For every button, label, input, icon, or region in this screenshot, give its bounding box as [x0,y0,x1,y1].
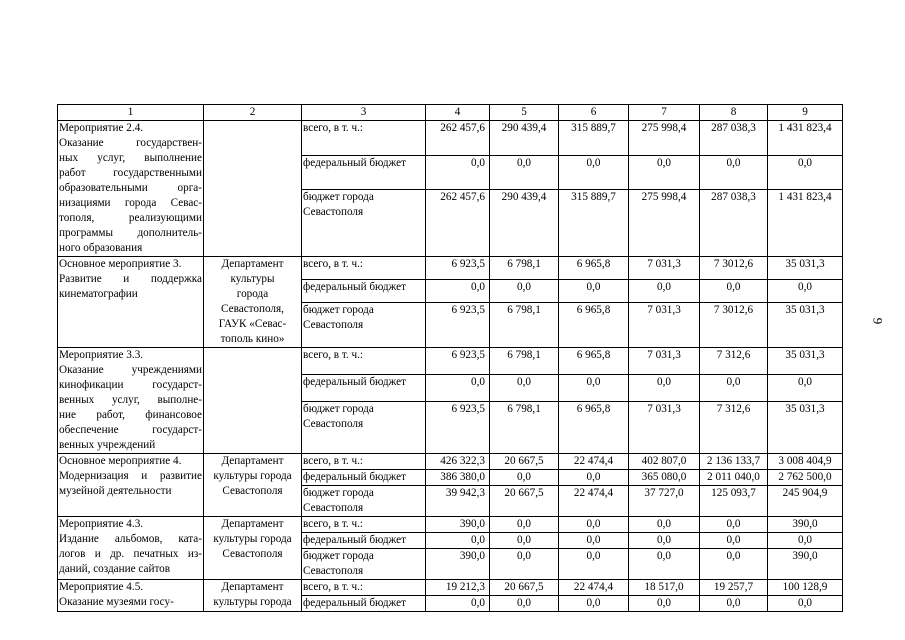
amount-cell: 0,0 [629,596,700,612]
responsible-line: тополь кино» [220,333,285,345]
amount-cell: 287 038,3 [700,190,768,257]
amount-cell: 245 904,9 [768,486,843,517]
activity-title-line: кинематографии [59,288,138,300]
amount-cell: 7 312,6 [700,401,768,453]
responsible-line: Департамент [221,258,284,270]
amount-cell: 2 011 040,0 [700,470,768,486]
amount-cell: 0,0 [768,155,843,190]
amount-cell: 275 998,4 [629,190,700,257]
table-row [58,257,843,280]
table-body [58,105,843,612]
amount-cell: 0,0 [700,549,768,580]
activity-title-line: Мероприятие 2.4. [59,122,144,134]
amount-cell: 3 008 404,9 [768,454,843,470]
activity-title [58,580,204,612]
amount-cell: 0,0 [559,470,629,486]
amount-cell: 0,0 [490,517,559,533]
table-row [58,580,843,596]
amount-cell: 426 322,3 [426,454,490,470]
amount-cell: 0,0 [629,517,700,533]
amount-cell: 0,0 [700,280,768,303]
amount-cell: 37 727,0 [629,486,700,517]
amount-cell: 6 798,1 [490,303,559,348]
amount-cell: 0,0 [426,280,490,303]
activity-title-line: программы дополнитель- [59,227,202,239]
responsible-executor [204,121,302,257]
funding-source: всего, в т. ч.: [302,580,426,596]
activity-title-line: венных учреждений [59,439,156,451]
amount-cell: 0,0 [700,374,768,401]
amount-cell: 262 457,6 [426,190,490,257]
amount-cell: 0,0 [559,596,629,612]
activity-title-line: венных услуг, выполне- [59,394,202,406]
activity-title-line: Оказание учреждениями [59,364,202,376]
responsible-executor [204,454,302,517]
responsible-executor [204,580,302,612]
amount-cell: 0,0 [490,533,559,549]
amount-cell: 2 136 133,7 [700,454,768,470]
column-header: 4 [426,105,490,121]
amount-cell: 0,0 [559,374,629,401]
activity-title [58,454,204,517]
table-row [58,454,843,470]
funding-source: всего, в т. ч.: [302,454,426,470]
activity-title-line: тополя, реализующими [59,212,202,224]
amount-cell: 0,0 [629,155,700,190]
amount-cell: 275 998,4 [629,121,700,156]
amount-cell: 390,0 [768,549,843,580]
responsible-line: культуры города [213,470,292,482]
amount-cell: 100 128,9 [768,580,843,596]
amount-cell: 125 093,7 [700,486,768,517]
responsible-line: культуры города [213,533,292,545]
amount-cell: 1 431 823,4 [768,121,843,156]
funding-source: бюджет города Севастополя [302,303,426,348]
amount-cell: 6 923,5 [426,348,490,375]
column-header: 9 [768,105,843,121]
activity-title-line: Основное мероприятие 4. [59,455,182,467]
activity-title-line: ного образования [59,242,143,254]
responsible-line: Департамент [221,518,284,530]
activity-title-line: логов и др. печатных из- [59,548,202,560]
amount-cell: 7 3012,6 [700,257,768,280]
activity-title-line: кинофикации государст- [59,379,202,391]
responsible-line: Севастополя, [221,303,284,315]
page-number: 9 [870,317,886,325]
activity-title-line: Развитие и поддержка [59,273,202,285]
responsible-executor [204,257,302,348]
amount-cell: 287 038,3 [700,121,768,156]
amount-cell: 6 923,5 [426,257,490,280]
amount-cell: 20 667,5 [490,454,559,470]
amount-cell: 290 439,4 [490,121,559,156]
amount-cell: 386 380,0 [426,470,490,486]
amount-cell: 7 031,3 [629,401,700,453]
funding-source: федеральный бюджет [302,533,426,549]
amount-cell: 0,0 [629,549,700,580]
activity-title [58,517,204,580]
amount-cell: 0,0 [700,155,768,190]
activity-title-line: низациями города Севас- [59,197,202,209]
amount-cell: 6 965,8 [559,401,629,453]
responsible-executor [204,517,302,580]
amount-cell: 0,0 [426,596,490,612]
column-header: 1 [58,105,204,121]
amount-cell: 390,0 [768,517,843,533]
activity-title-line: обеспечение государст- [59,424,202,436]
activity-title-line: Оказание государствен- [59,137,202,149]
amount-cell: 7 031,3 [629,303,700,348]
header-row [58,105,843,121]
amount-cell: 0,0 [490,549,559,580]
amount-cell: 0,0 [700,596,768,612]
amount-cell: 0,0 [768,596,843,612]
responsible-line: ГАУК «Севас- [218,318,287,330]
funding-source: всего, в т. ч.: [302,348,426,375]
amount-cell: 0,0 [768,374,843,401]
responsible-line: культуры [230,273,275,285]
funding-source: федеральный бюджет [302,374,426,401]
column-header: 2 [204,105,302,121]
amount-cell: 0,0 [426,374,490,401]
amount-cell: 315 889,7 [559,121,629,156]
activity-title-line: Мероприятие 4.5. [59,581,144,593]
table-row [58,121,843,156]
amount-cell: 20 667,5 [490,580,559,596]
funding-source: федеральный бюджет [302,470,426,486]
amount-cell: 6 965,8 [559,348,629,375]
amount-cell: 390,0 [426,517,490,533]
column-header: 3 [302,105,426,121]
activity-title-line: Мероприятие 4.3. [59,518,144,530]
amount-cell: 6 965,8 [559,257,629,280]
amount-cell: 0,0 [559,155,629,190]
amount-cell: 315 889,7 [559,190,629,257]
responsible-line: Севастополя [222,485,283,497]
amount-cell: 0,0 [768,280,843,303]
amount-cell: 6 798,1 [490,401,559,453]
funding-source: всего, в т. ч.: [302,257,426,280]
activity-title [58,257,204,348]
responsible-line: Департамент [221,581,284,593]
activity-title-line: ных услуг, выполнение [59,152,202,164]
amount-cell: 7 312,6 [700,348,768,375]
amount-cell: 35 031,3 [768,303,843,348]
amount-cell: 262 457,6 [426,121,490,156]
amount-cell: 19 257,7 [700,580,768,596]
amount-cell: 0,0 [490,596,559,612]
amount-cell: 7 031,3 [629,348,700,375]
activity-title [58,121,204,257]
funding-source: федеральный бюджет [302,155,426,190]
activity-title-line: работ государственными [59,167,202,179]
column-header: 6 [559,105,629,121]
amount-cell: 0,0 [490,280,559,303]
amount-cell: 35 031,3 [768,348,843,375]
amount-cell: 390,0 [426,549,490,580]
table-row [58,517,843,533]
funding-source: бюджет города Севастополя [302,401,426,453]
activity-title-line: Модернизация и развитие [59,470,202,482]
amount-cell: 18 517,0 [629,580,700,596]
amount-cell: 0,0 [559,517,629,533]
table-row [58,348,843,375]
amount-cell: 35 031,3 [768,401,843,453]
amount-cell: 402 807,0 [629,454,700,470]
amount-cell: 39 942,3 [426,486,490,517]
activity-title-line: Основное мероприятие 3. [59,258,182,270]
amount-cell: 0,0 [700,533,768,549]
funding-source: бюджет города Севастополя [302,549,426,580]
funding-source: всего, в т. ч.: [302,121,426,156]
column-header: 5 [490,105,559,121]
responsible-line: Департамент [221,455,284,467]
funding-source: федеральный бюджет [302,280,426,303]
amount-cell: 19 212,3 [426,580,490,596]
amount-cell: 0,0 [490,155,559,190]
amount-cell: 22 474,4 [559,454,629,470]
amount-cell: 22 474,4 [559,580,629,596]
amount-cell: 0,0 [559,533,629,549]
column-header: 8 [700,105,768,121]
amount-cell: 0,0 [426,155,490,190]
column-header: 7 [629,105,700,121]
amount-cell: 0,0 [768,533,843,549]
amount-cell: 6 798,1 [490,257,559,280]
funding-source: всего, в т. ч.: [302,517,426,533]
activity-title-line: музейной деятельности [59,485,172,497]
amount-cell: 0,0 [426,533,490,549]
funding-source: федеральный бюджет [302,596,426,612]
amount-cell: 0,0 [490,470,559,486]
amount-cell: 0,0 [700,517,768,533]
amount-cell: 20 667,5 [490,486,559,517]
amount-cell: 1 431 823,4 [768,190,843,257]
responsible-line: города [236,288,269,300]
activity-title-line: образовательными орга- [59,182,202,194]
activity-title-line: Оказание музеями госу- [59,596,174,608]
amount-cell: 0,0 [490,374,559,401]
amount-cell: 22 474,4 [559,486,629,517]
amount-cell: 0,0 [629,280,700,303]
funding-source: бюджет города Севастополя [302,190,426,257]
activity-title-line: Мероприятие 3.3. [59,349,144,361]
amount-cell: 0,0 [559,280,629,303]
funding-source: бюджет города Севастополя [302,486,426,517]
activity-title-line: ние работ, финансовое [59,409,202,421]
amount-cell: 35 031,3 [768,257,843,280]
amount-cell: 6 965,8 [559,303,629,348]
responsible-line: Севастополя [222,548,283,560]
amount-cell: 2 762 500,0 [768,470,843,486]
amount-cell: 365 080,0 [629,470,700,486]
amount-cell: 6 923,5 [426,303,490,348]
amount-cell: 0,0 [629,533,700,549]
activity-title-line: даний, создание сайтов [59,563,171,575]
amount-cell: 0,0 [559,549,629,580]
responsible-executor [204,348,302,454]
budget-table [57,104,843,612]
amount-cell: 0,0 [629,374,700,401]
amount-cell: 290 439,4 [490,190,559,257]
amount-cell: 6 798,1 [490,348,559,375]
responsible-line: культуры города [213,596,292,608]
amount-cell: 7 031,3 [629,257,700,280]
activity-title-line: Издание альбомов, ката- [59,533,202,545]
activity-title [58,348,204,454]
amount-cell: 6 923,5 [426,401,490,453]
amount-cell: 7 3012,6 [700,303,768,348]
